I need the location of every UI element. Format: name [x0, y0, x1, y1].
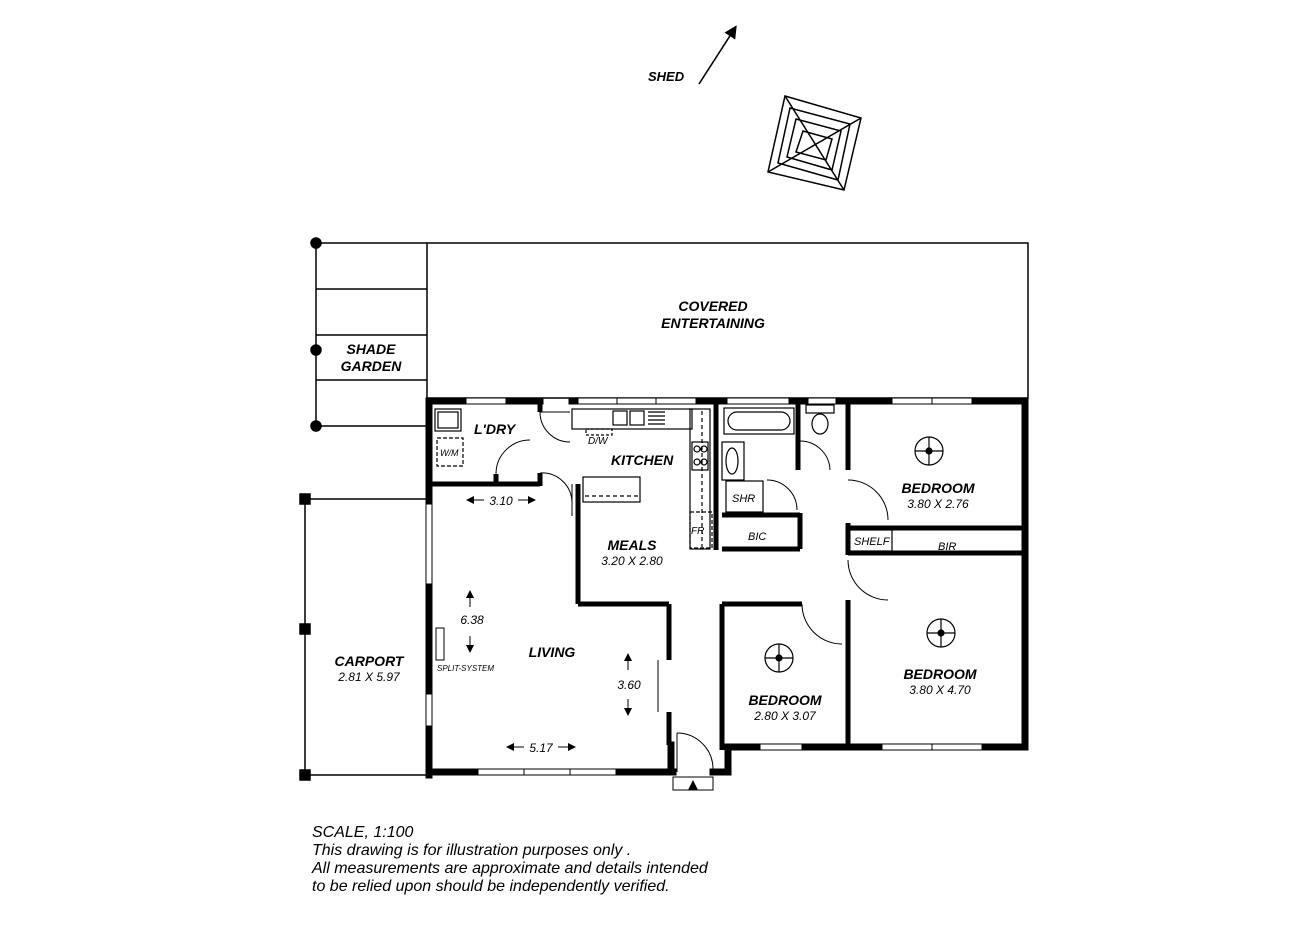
entry-marker: [673, 777, 713, 790]
bedroom-2-label: BEDROOM: [903, 666, 977, 682]
bedroom-3-label: BEDROOM: [748, 692, 822, 708]
bedroom-3-dim: 2.80 X 3.07: [754, 709, 816, 723]
bic-label: BIC: [748, 531, 767, 543]
bedroom-1-label: BEDROOM: [901, 480, 975, 496]
shelf-label: SHELF: [854, 536, 890, 548]
covered-label-2: ENTERTAINING: [661, 315, 765, 331]
shr-label: SHR: [732, 493, 756, 505]
fan-icon: [915, 437, 943, 465]
bedroom-1-dim: 3.80 X 2.76: [907, 497, 969, 511]
meals-label: MEALS: [607, 537, 657, 553]
dim-width-top: 3.10: [489, 494, 513, 508]
dim-height-right: 3.60: [617, 678, 641, 692]
split-label: SPLIT-SYSTEM: [437, 664, 495, 673]
dw-label: D/W: [588, 436, 608, 447]
shed: [768, 96, 861, 190]
carport-label: CARPORT: [334, 653, 404, 669]
split-system-unit: [436, 628, 444, 660]
kitchen-label: KITCHEN: [611, 452, 674, 468]
windows: [426, 398, 982, 775]
dimension-arrows: [468, 500, 628, 747]
wm-label: W/M: [440, 448, 459, 458]
living-label: LIVING: [528, 644, 576, 660]
fan-icon: [927, 619, 955, 647]
scale-text: SCALE, 1:100: [312, 824, 414, 841]
shade-label-1: SHADE: [346, 341, 396, 357]
dim-width-bottom: 5.17: [529, 741, 553, 755]
meals-dim: 3.20 X 2.80: [601, 554, 663, 568]
fr-label: FR: [691, 526, 705, 537]
shade-garden: [311, 238, 427, 431]
disclaimer-line-1: This drawing is for illustration purposes only .: [312, 842, 632, 859]
shade-label-2: GARDEN: [340, 358, 402, 374]
bedroom-2-dim: 3.80 X 4.70: [909, 683, 971, 697]
covered-label-1: COVERED: [678, 298, 748, 314]
carport: [300, 494, 427, 780]
disclaimer: [312, 824, 708, 896]
carport-dim: 2.81 X 5.97: [338, 670, 400, 684]
bir-label: BIR: [938, 541, 957, 553]
dim-height-living: 6.38: [460, 613, 484, 627]
shed-arrow: [699, 28, 735, 84]
exterior-walls: [429, 401, 1025, 775]
disclaimer-line-3: to be relied upon should be independently verified.: [312, 878, 670, 895]
fan-icon: [765, 644, 793, 672]
shed-label: SHED: [648, 69, 685, 84]
laundry-label: L'DRY: [474, 421, 516, 437]
disclaimer-line-2: All measurements are approximate and details intended: [312, 860, 708, 877]
